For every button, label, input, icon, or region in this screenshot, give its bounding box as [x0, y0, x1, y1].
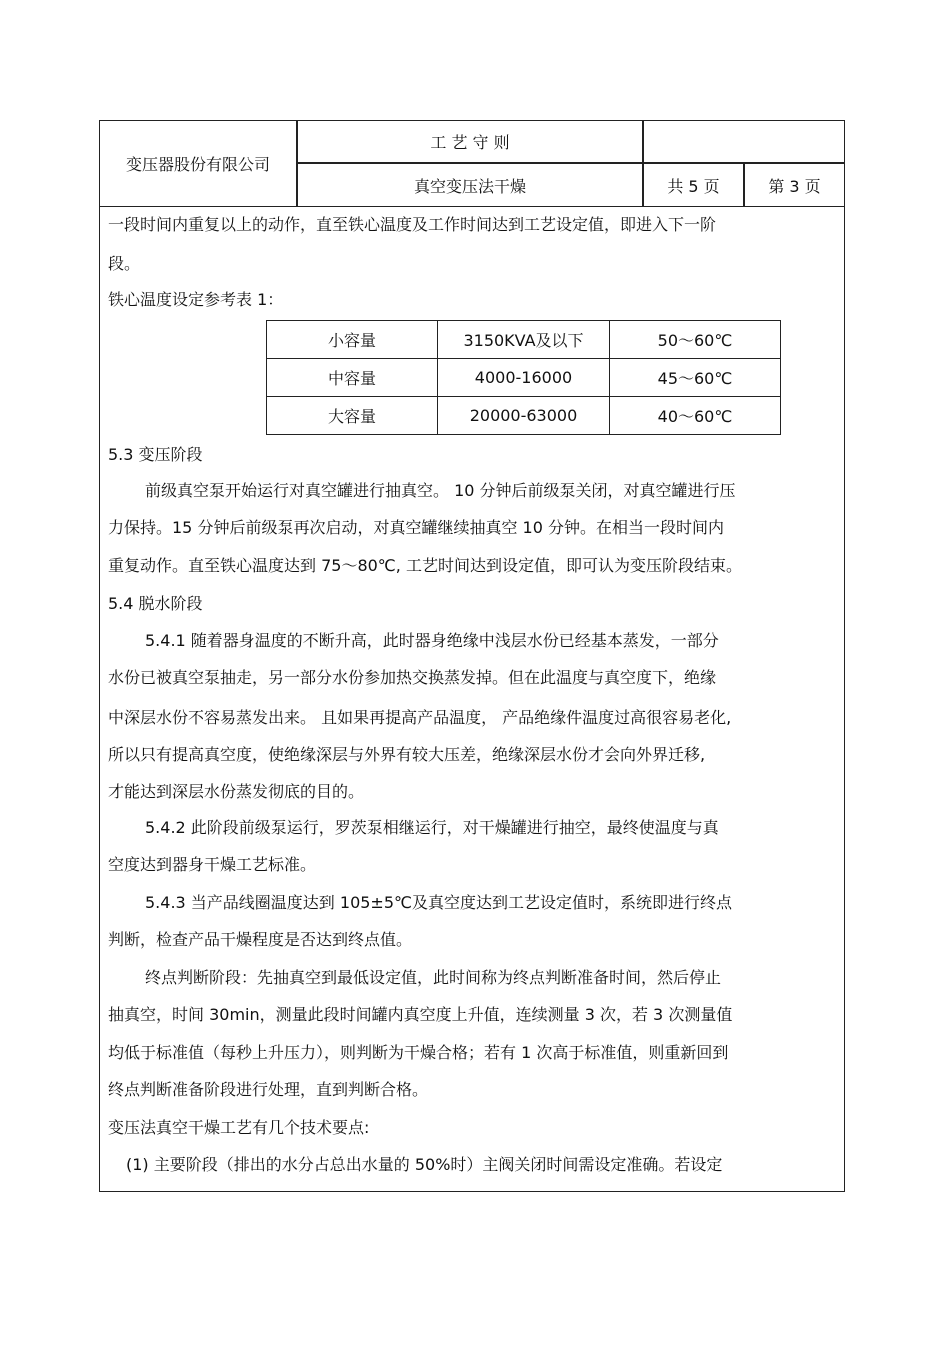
document-frame	[99, 120, 845, 1192]
table-cell: 大容量	[267, 397, 438, 435]
table-cell: 小容量	[267, 321, 438, 359]
paragraph-line: 中深层水份不容易蒸发出来。 且如果再提高产品温度， 产品绝缘件温度过高很容易老化,	[108, 708, 732, 727]
table-row	[267, 321, 781, 359]
section-5-4-heading: 5.4 脱水阶段	[108, 594, 203, 613]
total-pages: 共 5 页	[643, 163, 744, 207]
table-row	[267, 397, 781, 435]
section-5-3-heading: 5.3 变压阶段	[108, 445, 203, 464]
paragraph-line: 前级真空泵开始运行对真空罐进行抽真空。 10 分钟后前级泵关闭，对真空罐进行压	[145, 481, 736, 500]
table-cell: 45～60℃	[610, 359, 781, 397]
tech-points-heading: 变压法真空干燥工艺有几个技术要点:	[108, 1118, 370, 1137]
doc-title: 工 艺 守 则	[297, 120, 643, 163]
paragraph-line: 5.4.3 当产品线圈温度达到 105±5℃及真空度达到工艺设定值时，系统即进行终点	[145, 893, 732, 912]
paragraph-line: 5.4.1 随着器身温度的不断升高，此时器身绝缘中浅层水份已经基本蒸发，一部分	[145, 631, 719, 650]
paragraph-line: 才能达到深层水份蒸发彻底的目的。	[108, 782, 365, 801]
paragraph-line: 判断，检查产品干燥程度是否达到终点值。	[108, 930, 413, 949]
table-cell: 50～60℃	[610, 321, 781, 359]
table-cell: 40～60℃	[610, 397, 781, 435]
paragraph-line: 终点判断阶段：先抽真空到最低设定值，此时间称为终点判断准备时间，然后停止	[145, 968, 722, 987]
table-cell: 20000-63000	[438, 397, 610, 435]
core-temperature-table	[266, 320, 781, 435]
table-cell: 4000-16000	[438, 359, 610, 397]
paragraph-line: 水份已被真空泵抽走，另一部分水份参加热交换蒸发掉。但在此温度与真空度下，绝缘	[108, 668, 717, 687]
paragraph-line: 重复动作。直至铁心温度达到 75～80℃, 工艺时间达到设定值，即可认为变压阶段结束。	[108, 556, 742, 575]
blank-cell	[643, 120, 845, 163]
table-caption: 铁心温度设定参考表 1：	[108, 290, 284, 309]
paragraph-line: 空度达到器身干燥工艺标准。	[108, 855, 317, 874]
paragraph-line: 抽真空，时间 30min，测量此段时间罐内真空度上升值，连续测量 3 次，若 3 次测量值	[108, 1005, 733, 1024]
paragraph-line: 所以只有提高真空度，使绝缘深层与外界有较大压差，绝缘深层水份才会向外界迁移,	[108, 745, 706, 764]
table-cell: 3150KVA及以下	[438, 321, 610, 359]
page-number: 第 3 页	[744, 163, 845, 207]
paragraph-line: 5.4.2 此阶段前级泵运行，罗茨泵相继运行，对干燥罐进行抽空，最终使温度与真	[145, 818, 719, 837]
paragraph-line: 力保持。15 分钟后前级泵再次启动，对真空罐继续抽真空 10 分钟。在相当一段时间内	[108, 518, 724, 537]
table-row	[267, 359, 781, 397]
company-name: 变压器股份有限公司	[99, 120, 297, 207]
intro-line-2: 段。	[108, 254, 141, 273]
intro-line-1: 一段时间内重复以上的动作，直至铁心温度及工作时间达到工艺设定值，即进入下一阶	[108, 215, 717, 234]
paragraph-line: 均低于标准值（每秒上升压力），则判断为干燥合格；若有 1 次高于标准值，则重新回到	[108, 1043, 729, 1062]
tech-point-1: (1) 主要阶段（排出的水分占总出水量的 50%时）主阀关闭时间需设定准确。若设定	[126, 1155, 723, 1174]
doc-subtitle: 真空变压法干燥	[297, 163, 643, 207]
table-cell: 中容量	[267, 359, 438, 397]
paragraph-line: 终点判断准备阶段进行处理，直到判断合格。	[108, 1080, 429, 1099]
